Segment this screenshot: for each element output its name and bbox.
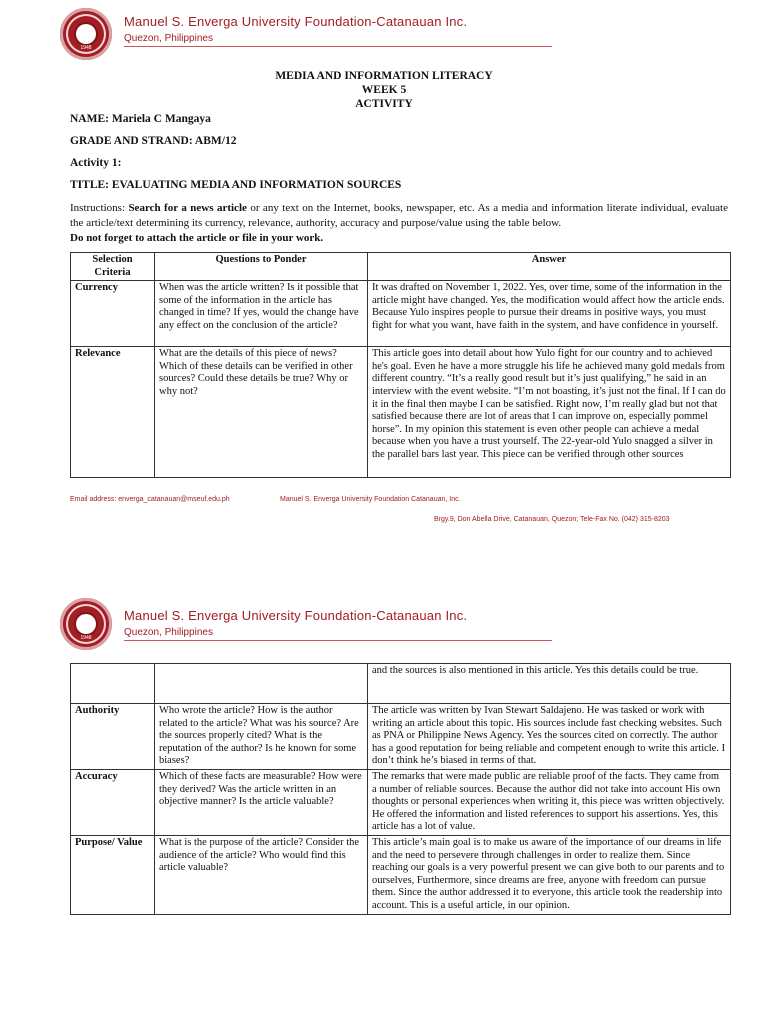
footer-address: Brgy.9, Don Abella Drive, Catanauan, Quezon; Tele-Fax No. (042) 315-8203	[434, 516, 670, 523]
question-cell: Which of these facts are measurable? How were they derived? Was the article written in an objective manner? Is the article valuable?	[155, 769, 368, 835]
university-seal-icon: 1948	[60, 8, 112, 60]
criteria-cell: Relevance	[71, 347, 155, 478]
student-name: NAME: Mariela C Mangaya	[70, 113, 211, 125]
footer-org: Manuel S. Enverga University Foundation Catanauan, Inc.	[280, 496, 461, 503]
answer-cell: and the sources is also mentioned in this article. Yes this details could be true.	[368, 664, 731, 704]
header-questions: Questions to Ponder	[155, 253, 368, 281]
answer-cell: This article’s main goal is to make us aware of the importance of our dreams in life and the need to persevere through challenges in order to realize them. Since reaching our goals is a very powerful present we can give both to our parents and to ourselves, Furthermore, since dreams are free, anyone with freedom can pursue them. Since the author addressed it to everyone, this article took the readership into account. This is a useful article, in our opinion.	[368, 835, 731, 914]
activity-number: Activity 1:	[70, 157, 122, 169]
doc-title-subject: MEDIA AND INFORMATION LITERACY	[275, 70, 493, 82]
answer-cell: The remarks that were made public are reliable proof of the facts. They came from a number of reliable sources. Because the author did not take into account His own thoughts or personal experiences when writing it, this piece was written objectively. He offered the information and listed references to support his assertions. Yes, this article has a lot of value.	[368, 769, 731, 835]
answer-cell: This article goes into detail about how Yulo fight for our country and to achieved he's goal. Even he have a more struggle his life he achieved many gold medals from different country. “It’s a really good result but it’s just qualifying,” he said in an interview with the event website. “I’m not boasting, it’s just not the final. If I can do it in the final then maybe I can be satisfied. Right now, I’m really glad but not that satisfied because there are lot of areas that I can improve on, especially pommel horse”. In my opinion this statement is even other people can achieve a medal because when you have a trust yourself. The 22-year-old Yulo snagged a silver in the parallel bars last year. This piece can be verified through other sources	[368, 347, 731, 478]
header-answer: Answer	[368, 253, 731, 281]
question-cell: Who wrote the article? How is the author related to the article? What was his source? Are the sources properly cited? What is the reputation of the author? Is he known for some biases?	[155, 704, 368, 770]
table-row	[71, 281, 731, 347]
criteria-cell: Accuracy	[71, 769, 155, 835]
footer-email: Email address: enverga_catanauan@mseuf.edu.ph	[70, 496, 230, 503]
university-location: Quezon, Philippines	[124, 627, 213, 638]
question-cell: What is the purpose of the article? Consider the audience of the article? Who would find this article valuable?	[155, 835, 368, 914]
evaluation-table-page1	[70, 252, 731, 478]
table-row	[71, 769, 731, 835]
header-rule	[124, 46, 552, 47]
question-cell: What are the details of this piece of news? Which of these details can be verified in other sources? Could these details be true? Why or why not?	[155, 347, 368, 478]
table-row	[71, 347, 731, 478]
page-gap	[0, 530, 768, 590]
page-2	[0, 590, 768, 1024]
question-cell: When was the article written? Is it possible that some of the information in the article has changed in time? If yes, would the change have any effect on the conclusion of the article?	[155, 281, 368, 347]
instructions	[70, 201, 728, 246]
evaluation-table-page2	[70, 663, 731, 915]
doc-title-activity: ACTIVITY	[355, 98, 413, 110]
criteria-cell: Purpose/ Value	[71, 835, 155, 914]
doc-title-week: WEEK 5	[361, 84, 407, 96]
header-rule	[124, 640, 552, 641]
instructions-text: or any text on the Internet, books, newspaper, etc. As a media and information literate individual, evaluate the article/text determining its currency, relevance, authority, accuracy and purpose/value using the table below.	[70, 202, 728, 229]
answer-cell: The article was written by Ivan Stewart Saldajeno. He was tasked or work with writing an article about this topic. His sources include fast checking websites. Such as PNA or Philippine News Agency. Yes the sources cited on correctly. The author has a good reputation for being reliable and competent enough to write this article. I don’t think he’s biased in terms of that.	[368, 704, 731, 770]
grade-strand: GRADE AND STRAND: ABM/12	[70, 135, 237, 147]
activity-title: TITLE: EVALUATING MEDIA AND INFORMATION SOURCES	[70, 179, 402, 191]
table-row	[71, 835, 731, 914]
criteria-cell: Currency	[71, 281, 155, 347]
university-name: Manuel S. Enverga University Foundation-Catanauan Inc.	[124, 14, 468, 29]
instructions-note: Do not forget to attach the article or file in your work.	[70, 232, 324, 244]
question-cell	[155, 664, 368, 704]
table-row	[71, 664, 731, 704]
header-criteria: Selection Criteria	[71, 253, 155, 281]
university-location: Quezon, Philippines	[124, 33, 213, 44]
table-row	[71, 704, 731, 770]
table-header-row	[71, 253, 731, 281]
criteria-cell: Authority	[71, 704, 155, 770]
university-seal-icon: 1948	[60, 598, 112, 650]
answer-cell: It was drafted on November 1, 2022. Yes, over time, some of the information in the article might have changed. Yes, the modification would affect how the article ends. Because Yulo inspires people to pursue their dreams in positive ways, you must fight for what you want, have faith in the system, and have confidence in yourself.	[368, 281, 731, 347]
instructions-bold: Search for a news article	[128, 202, 247, 214]
instructions-lead: Instructions:	[70, 202, 129, 214]
university-name: Manuel S. Enverga University Foundation-Catanauan Inc.	[124, 608, 468, 623]
criteria-cell	[71, 664, 155, 704]
